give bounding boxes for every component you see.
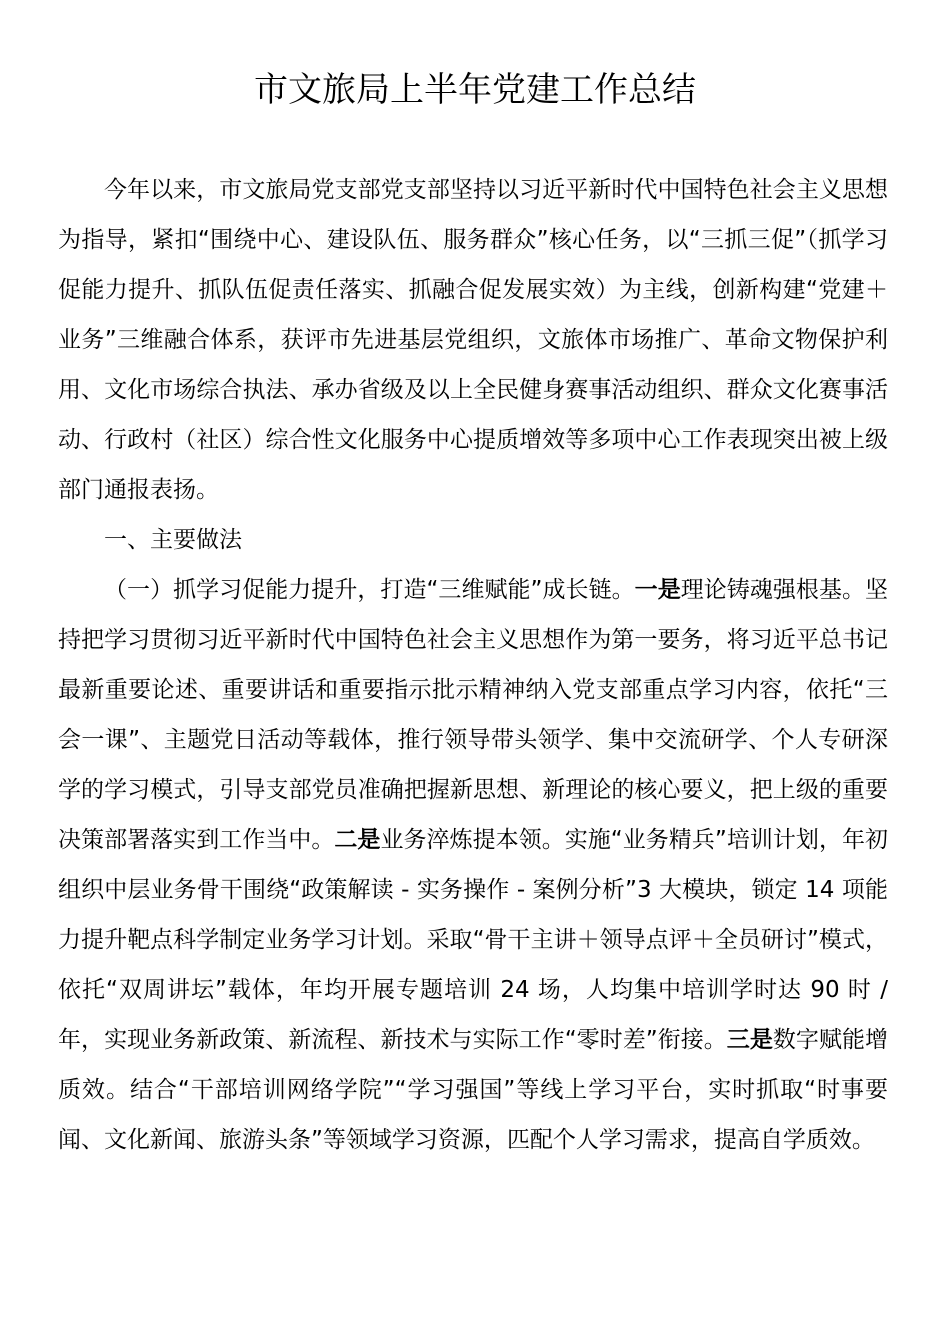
section-1-paragraph-1: [58, 565, 888, 1165]
point-3-text: 数字赋能增质效。结合“干部培训网络学院”“学习强国”等线上学习平台，实时抓取“时事要闻、文化新闻、旅游头条”等领域学习资源，匹配个人学习需求，提高自学质效。: [58, 1027, 889, 1153]
point-1-text: 理论铸魂强根基。坚持把学习贯彻习近平新时代中国特色社会主义思想作为第一要务，将习近平总书记最新重要论述、重要讲话和重要指示批示精神纳入党支部重点学习内容，依托“三会一课”、主题党日活动等载体，推行领导带头领学、集中交流研学、个人专研深学的学习模式，引导支部党员准确把握新思想、新理论的核心要义，把上级的重要决策部署落实到工作当中。: [58, 577, 889, 853]
section-heading-main-practices: 一、主要做法: [104, 527, 242, 553]
intro-paragraph: 今年以来，市文旅局党支部党支部坚持以习近平新时代中国特色社会主义思想为指导，紧扣“围绕中心、建设队伍、服务群众”核心任务，以“三抓三促”（抓学习促能力提升、抓队伍促责任落实、抓融合促发展实效）为主线，创新构建“党建＋业务”三维融合体系，获评市先进基层党组织，文旅体市场推广、革命文物保护利用、文化市场综合执法、承办省级及以上全民健身赛事活动组织、群众文化赛事活动、行政村（社区）综合性文化服务中心提质增效等多项中心工作表现突出被上级部门通报表扬。: [58, 177, 888, 503]
point-2-label: 二是: [334, 827, 381, 853]
point-1-label: 一是: [634, 577, 681, 603]
document-body: [58, 165, 888, 1165]
subsection-lead: （一）抓学习促能力提升，打造“三维赋能”成长链。: [104, 577, 635, 603]
point-3-label: 三是: [726, 1027, 773, 1053]
point-2-text: 业务淬炼提本领。实施“业务精兵”培训计划，年初组织中层业务骨干围绕“政策解读 - 实务操作 - 案例分析”3 大模块，锁定 14 项能力提升靶点科学制定业务学习计划。采取“骨干主讲＋领导点评＋全员研讨”模式，依托“双周讲坛”载体，年均开展专题培训 24 场，人均集中培训学时达 90 时 / 年，实现业务新政策、新流程、新技术与实际工作“零时差”衔接。: [58, 827, 889, 1053]
document-title: 市文旅局上半年党建工作总结: [254, 70, 696, 110]
